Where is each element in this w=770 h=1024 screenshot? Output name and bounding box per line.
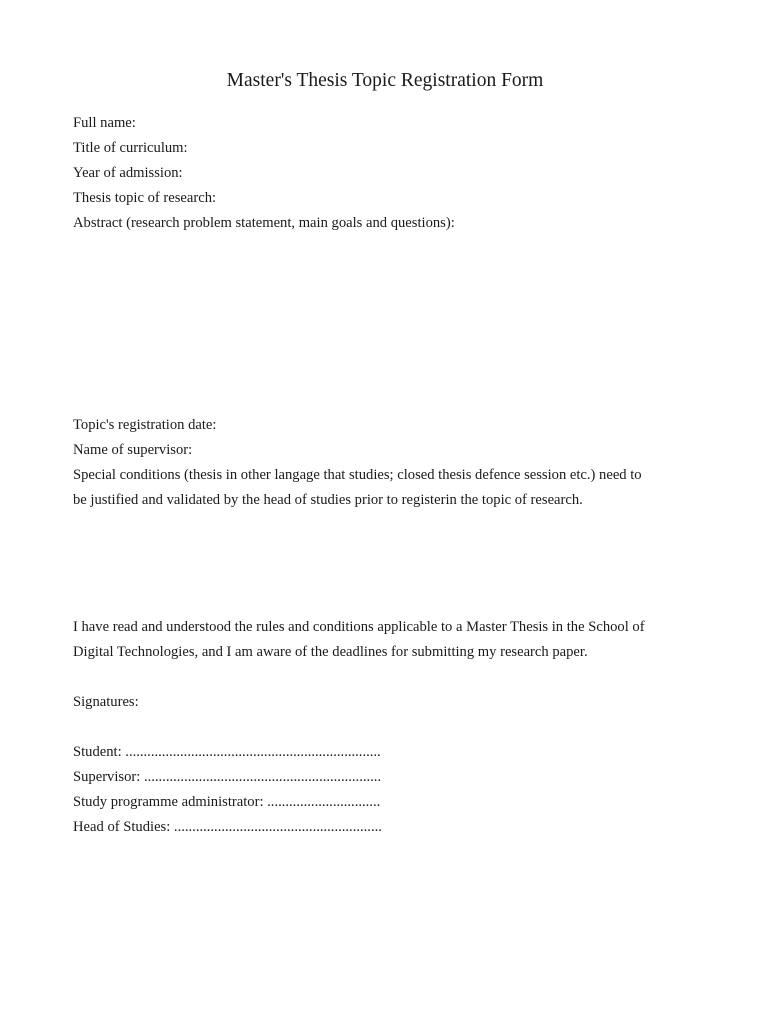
full-name-label: Full name: — [73, 115, 136, 131]
signatures-heading: Signatures: — [73, 694, 139, 710]
abstract-label: Abstract (research problem statement, main goals and questions): — [73, 215, 455, 231]
supervisor-signature-line: Supervisor: ................................................................. — [73, 769, 382, 785]
supervisor-name-label: Name of supervisor: — [73, 442, 193, 458]
declaration-line-1: I have read and understood the rules and conditions applicable to a Master Thesis in the School of — [73, 619, 645, 635]
registration-date-label: Topic's registration date: — [73, 417, 217, 433]
head-of-studies-signature-line: Head of Studies: ......................................................... — [73, 819, 382, 835]
year-of-admission-label: Year of admission: — [73, 165, 183, 181]
special-conditions-line-2: be justified and validated by the head of studies prior to registerin the topic of research. — [73, 492, 583, 508]
thesis-topic-label: Thesis topic of research: — [73, 190, 217, 206]
form-title: Master's Thesis Topic Registration Form — [226, 70, 544, 91]
curriculum-label: Title of curriculum: — [73, 140, 188, 156]
administrator-signature-line: Study programme administrator: ............................... — [73, 794, 381, 810]
declaration-line-2: Digital Technologies, and I am aware of the deadlines for submitting my research paper. — [73, 644, 588, 660]
student-signature-line: Student: ...................................................................... — [73, 744, 381, 760]
special-conditions-line-1: Special conditions (thesis in other langage that studies; closed thesis defence session etc.) need to — [73, 467, 642, 483]
